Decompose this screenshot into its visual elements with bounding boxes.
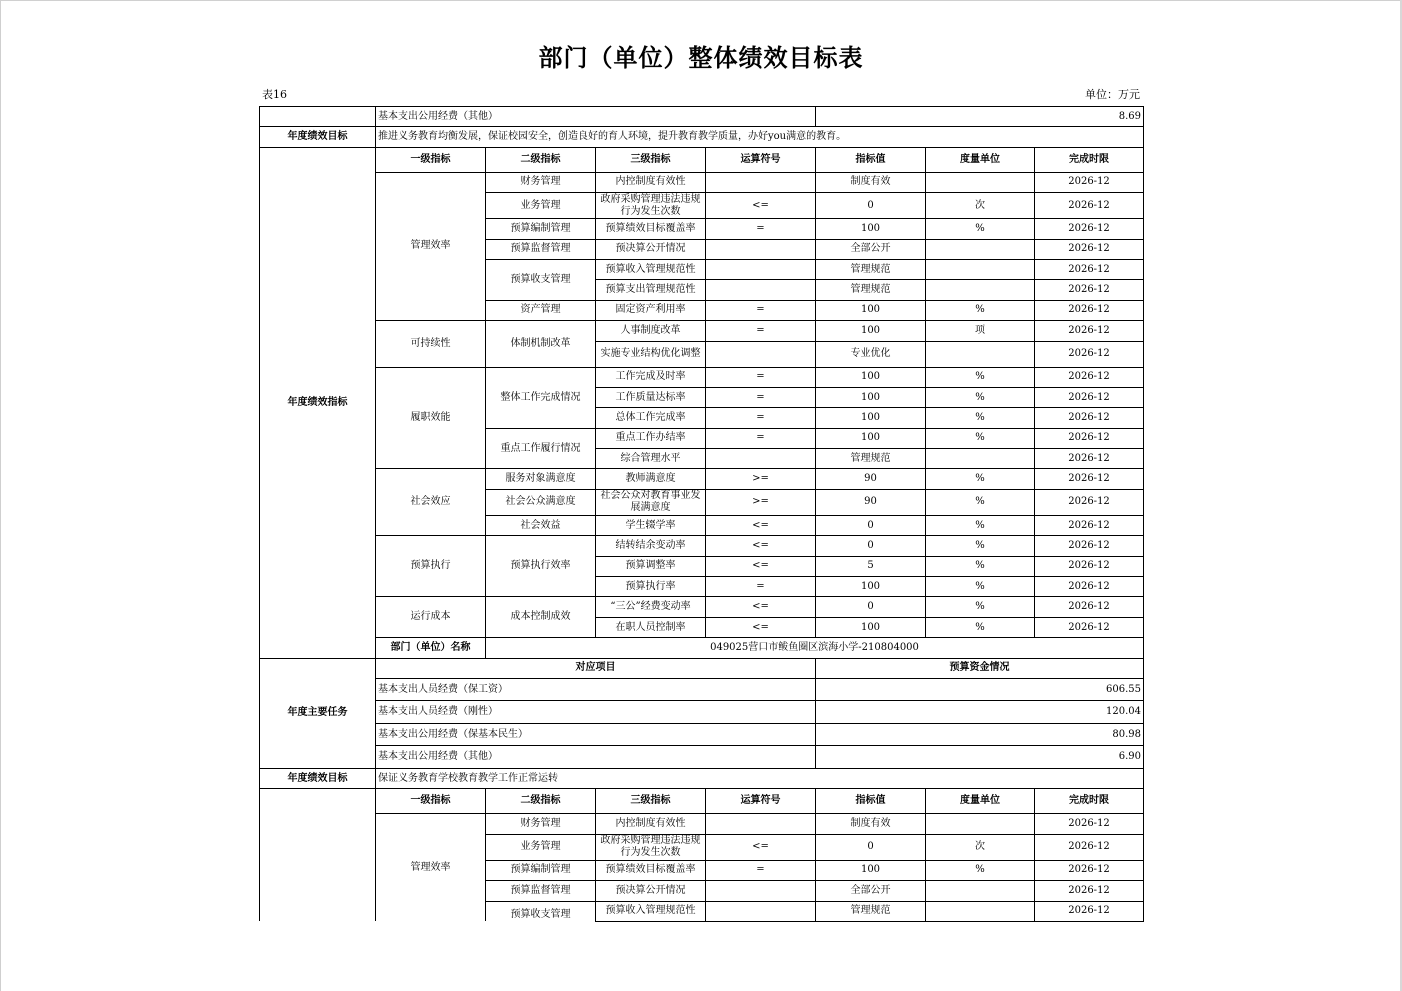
value-cell: 管理规范	[816, 259, 926, 279]
deadline-cell: 2026-12	[1035, 901, 1144, 921]
level3-cell: 结转结余变动率	[596, 536, 706, 556]
unit-cell: %	[926, 536, 1035, 556]
unit-cell: %	[926, 577, 1035, 597]
deadline-cell: 2026-12	[1035, 321, 1144, 341]
operator-cell: <=	[706, 556, 816, 576]
operator-cell: >=	[706, 489, 816, 515]
task-amount: 606.55	[816, 678, 1144, 701]
goal-label: 年度绩效目标	[260, 768, 376, 788]
value-cell: 100	[816, 617, 926, 637]
operator-cell: =	[706, 367, 816, 387]
deadline-cell: 2026-12	[1035, 239, 1144, 259]
value-cell: 100	[816, 367, 926, 387]
value-cell: 100	[816, 408, 926, 428]
level1-cell: 可持续性	[376, 321, 486, 367]
header-cell: 运算符号	[706, 147, 816, 172]
level2-cell: 预算监督管理	[486, 239, 596, 259]
level2-cell: 资产管理	[486, 300, 596, 320]
deadline-cell: 2026-12	[1035, 300, 1144, 320]
level2-cell: 体制机制改革	[486, 321, 596, 367]
operator-cell	[706, 449, 816, 469]
unit-cell	[926, 901, 1035, 921]
page-frame-left	[0, 0, 1, 991]
level2-cell: 重点工作履行情况	[486, 428, 596, 469]
unit-cell	[926, 814, 1035, 834]
tasks-col-budget: 预算资金情况	[816, 658, 1144, 678]
value-cell: 管理规范	[816, 449, 926, 469]
value-cell: 100	[816, 387, 926, 407]
level2-cell: 服务对象满意度	[486, 469, 596, 489]
operator-cell	[706, 814, 816, 834]
page-title: 部门（单位）整体绩效目标表	[538, 44, 864, 72]
unit-cell: %	[926, 860, 1035, 880]
value-cell: 全部公开	[816, 881, 926, 901]
level2-cell: 成本控制成效	[486, 597, 596, 638]
deadline-cell: 2026-12	[1035, 280, 1144, 300]
level3-cell: 在职人员控制率	[596, 617, 706, 637]
value-cell: 100	[816, 300, 926, 320]
level3-cell: 固定资产利用率	[596, 300, 706, 320]
deadline-cell: 2026-12	[1035, 617, 1144, 637]
table-header-row	[260, 789, 1144, 814]
operator-cell: =	[706, 408, 816, 428]
level3-cell: 预算支出管理规范性	[596, 280, 706, 300]
level3-cell: 预决算公开情况	[596, 881, 706, 901]
operator-cell	[706, 341, 816, 367]
operator-cell: <=	[706, 536, 816, 556]
unit-cell: %	[926, 367, 1035, 387]
unit-cell: %	[926, 219, 1035, 239]
unit-cell: %	[926, 515, 1035, 535]
deadline-cell: 2026-12	[1035, 881, 1144, 901]
table-row	[260, 321, 1144, 341]
operator-cell: =	[706, 860, 816, 880]
task-item: 基本支出人员经费（刚性）	[376, 701, 816, 724]
level3-cell: 政府采购管理违法违规行为发生次数	[596, 193, 706, 219]
level3-cell: 学生辍学率	[596, 515, 706, 535]
table-row	[260, 172, 1144, 192]
table-row	[260, 536, 1144, 556]
task-item: 基本支出公用经费（其他）	[376, 746, 816, 769]
level2-cell: 预算收支管理	[486, 259, 596, 300]
deadline-cell: 2026-12	[1035, 387, 1144, 407]
header-cell: 二级指标	[486, 147, 596, 172]
level2-cell: 预算监督管理	[486, 881, 596, 901]
level2-cell: 预算编制管理	[486, 219, 596, 239]
header-cell: 运算符号	[706, 789, 816, 814]
table-row	[260, 127, 1144, 147]
level2-cell: 社会效益	[486, 515, 596, 535]
unit-cell: %	[926, 597, 1035, 617]
operator-cell: >=	[706, 469, 816, 489]
level3-cell: 预算收入管理规范性	[596, 901, 706, 921]
deadline-cell: 2026-12	[1035, 341, 1144, 367]
level3-cell: 总体工作完成率	[596, 408, 706, 428]
value-cell: 100	[816, 860, 926, 880]
header-cell: 二级指标	[486, 789, 596, 814]
deadline-cell: 2026-12	[1035, 515, 1144, 535]
header-cell: 三级指标	[596, 147, 706, 172]
operator-cell	[706, 239, 816, 259]
table-row	[260, 469, 1144, 489]
unit-cell: %	[926, 428, 1035, 448]
value-cell: 专业优化	[816, 341, 926, 367]
page-frame-top	[0, 0, 1402, 1]
indicator-label: 年度绩效指标	[260, 147, 376, 658]
level3-cell: 综合管理水平	[596, 449, 706, 469]
level2-cell: 财务管理	[486, 172, 596, 192]
operator-cell: =	[706, 300, 816, 320]
table-row	[260, 768, 1144, 788]
value-cell: 5	[816, 556, 926, 576]
header-cell: 一级指标	[376, 147, 486, 172]
table-row	[260, 746, 1144, 769]
level3-cell: 重点工作办结率	[596, 428, 706, 448]
unit-cell	[926, 280, 1035, 300]
value-cell: 0	[816, 193, 926, 219]
task-item: 基本支出公用经费（其他）	[376, 107, 816, 127]
unit-cell: 次	[926, 834, 1035, 860]
table-row	[260, 107, 1144, 127]
task-amount: 8.69	[816, 107, 1144, 127]
tasks-label: 年度主要任务	[260, 658, 376, 768]
unit-cell	[926, 239, 1035, 259]
operator-cell	[706, 881, 816, 901]
value-cell: 制度有效	[816, 814, 926, 834]
deadline-cell: 2026-12	[1035, 449, 1144, 469]
header-cell: 指标值	[816, 147, 926, 172]
level3-cell: 预算执行率	[596, 577, 706, 597]
deadline-cell: 2026-12	[1035, 556, 1144, 576]
operator-cell: =	[706, 321, 816, 341]
value-cell: 100	[816, 321, 926, 341]
operator-cell: <=	[706, 193, 816, 219]
value-cell: 100	[816, 428, 926, 448]
operator-cell: <=	[706, 834, 816, 860]
value-cell: 0	[816, 536, 926, 556]
unit-cell	[926, 449, 1035, 469]
level3-cell: 社会公众对教育事业发展满意度	[596, 489, 706, 515]
value-cell: 100	[816, 577, 926, 597]
deadline-cell: 2026-12	[1035, 597, 1144, 617]
table-row	[260, 723, 1144, 746]
header-cell: 度量单位	[926, 789, 1035, 814]
value-cell: 90	[816, 489, 926, 515]
goal-text: 推进义务教育均衡发展，保证校园安全，创造良好的育人环境，提升教育教学质量，办好you满意的教育。	[376, 127, 1144, 147]
level3-cell: 预算收入管理规范性	[596, 259, 706, 279]
deadline-cell: 2026-12	[1035, 577, 1144, 597]
deadline-cell: 2026-12	[1035, 259, 1144, 279]
table-row	[260, 814, 1144, 834]
level3-cell: 内控制度有效性	[596, 172, 706, 192]
level1-cell: 预算执行	[376, 536, 486, 597]
deadline-cell: 2026-12	[1035, 489, 1144, 515]
deadline-cell: 2026-12	[1035, 860, 1144, 880]
level3-cell: “三公”经费变动率	[596, 597, 706, 617]
value-cell: 全部公开	[816, 239, 926, 259]
operator-cell: <=	[706, 617, 816, 637]
level2-cell: 预算编制管理	[486, 860, 596, 880]
task-item: 基本支出人员经费（保工资）	[376, 678, 816, 701]
unit-cell: %	[926, 489, 1035, 515]
deadline-cell: 2026-12	[1035, 193, 1144, 219]
value-cell: 0	[816, 834, 926, 860]
level3-cell: 实施专业结构优化调整	[596, 341, 706, 367]
header-cell: 完成时限	[1035, 147, 1144, 172]
task-amount: 80.98	[816, 723, 1144, 746]
operator-cell	[706, 280, 816, 300]
unit-cell: %	[926, 408, 1035, 428]
deadline-cell: 2026-12	[1035, 219, 1144, 239]
level1-cell: 社会效应	[376, 469, 486, 536]
deadline-cell: 2026-12	[1035, 408, 1144, 428]
level3-cell: 预决算公开情况	[596, 239, 706, 259]
level3-cell: 政府采购管理违法违规行为发生次数	[596, 834, 706, 860]
level1-cell: 运行成本	[376, 597, 486, 638]
goal-text: 保证义务教育学校教育教学工作正常运转	[376, 768, 1144, 788]
table-row	[260, 638, 1144, 658]
value-cell: 0	[816, 515, 926, 535]
unit-label: 单位：万元	[1085, 88, 1140, 101]
header-cell: 指标值	[816, 789, 926, 814]
header-cell: 完成时限	[1035, 789, 1144, 814]
level3-cell: 预算调整率	[596, 556, 706, 576]
value-cell: 0	[816, 597, 926, 617]
value-cell: 管理规范	[816, 280, 926, 300]
unit-cell: %	[926, 387, 1035, 407]
performance-table	[259, 106, 1144, 922]
value-cell: 90	[816, 469, 926, 489]
level2-cell: 预算收支管理	[486, 901, 596, 921]
unit-cell: %	[926, 300, 1035, 320]
table-row	[260, 701, 1144, 724]
level1-cell: 履职效能	[376, 367, 486, 469]
operator-cell: =	[706, 219, 816, 239]
unit-cell: %	[926, 617, 1035, 637]
operator-cell: =	[706, 387, 816, 407]
level1-cell: 管理效率	[376, 172, 486, 320]
table-row	[260, 367, 1144, 387]
level3-cell: 工作完成及时率	[596, 367, 706, 387]
deadline-cell: 2026-12	[1035, 814, 1144, 834]
level2-cell: 整体工作完成情况	[486, 367, 596, 428]
blank-cell	[260, 789, 376, 922]
header-cell: 度量单位	[926, 147, 1035, 172]
operator-cell	[706, 172, 816, 192]
operator-cell: =	[706, 577, 816, 597]
level3-cell: 预算绩效目标覆盖率	[596, 860, 706, 880]
unit-cell: %	[926, 556, 1035, 576]
level3-cell: 工作质量达标率	[596, 387, 706, 407]
unit-cell	[926, 259, 1035, 279]
deadline-cell: 2026-12	[1035, 834, 1144, 860]
task-item: 基本支出公用经费（保基本民生）	[376, 723, 816, 746]
table-number: 表16	[262, 88, 287, 101]
unit-cell: 项	[926, 321, 1035, 341]
operator-cell: <=	[706, 597, 816, 617]
unit-cell: %	[926, 469, 1035, 489]
level1-cell: 管理效率	[376, 814, 486, 922]
table-row	[260, 678, 1144, 701]
unit-cell	[926, 881, 1035, 901]
level3-cell: 预算绩效目标覆盖率	[596, 219, 706, 239]
level2-cell: 社会公众满意度	[486, 489, 596, 515]
goal-label: 年度绩效目标	[260, 127, 376, 147]
task-amount: 6.90	[816, 746, 1144, 769]
task-amount: 120.04	[816, 701, 1144, 724]
table-row	[260, 597, 1144, 617]
value-cell: 制度有效	[816, 172, 926, 192]
level2-cell: 预算执行效率	[486, 536, 596, 597]
table-row	[260, 658, 1144, 678]
unit-cell: 次	[926, 193, 1035, 219]
operator-cell: =	[706, 428, 816, 448]
header-cell: 三级指标	[596, 789, 706, 814]
operator-cell	[706, 901, 816, 921]
level2-cell: 业务管理	[486, 834, 596, 860]
tasks-col-item: 对应项目	[376, 658, 816, 678]
level2-cell: 业务管理	[486, 193, 596, 219]
deadline-cell: 2026-12	[1035, 428, 1144, 448]
level2-cell: 财务管理	[486, 814, 596, 834]
dept-name: 049025营口市鲅鱼圈区滨海小学-210804000	[486, 638, 1144, 658]
unit-cell	[926, 341, 1035, 367]
unit-cell	[926, 172, 1035, 192]
table-header-row	[260, 147, 1144, 172]
level3-cell: 教师满意度	[596, 469, 706, 489]
level3-cell: 人事制度改革	[596, 321, 706, 341]
deadline-cell: 2026-12	[1035, 536, 1144, 556]
value-cell: 100	[816, 219, 926, 239]
header-cell: 一级指标	[376, 789, 486, 814]
deadline-cell: 2026-12	[1035, 172, 1144, 192]
value-cell: 管理规范	[816, 901, 926, 921]
deadline-cell: 2026-12	[1035, 469, 1144, 489]
deadline-cell: 2026-12	[1035, 367, 1144, 387]
level3-cell: 内控制度有效性	[596, 814, 706, 834]
operator-cell	[706, 259, 816, 279]
operator-cell: <=	[706, 515, 816, 535]
dept-label: 部门（单位）名称	[376, 638, 486, 658]
blank-cell	[260, 107, 376, 127]
